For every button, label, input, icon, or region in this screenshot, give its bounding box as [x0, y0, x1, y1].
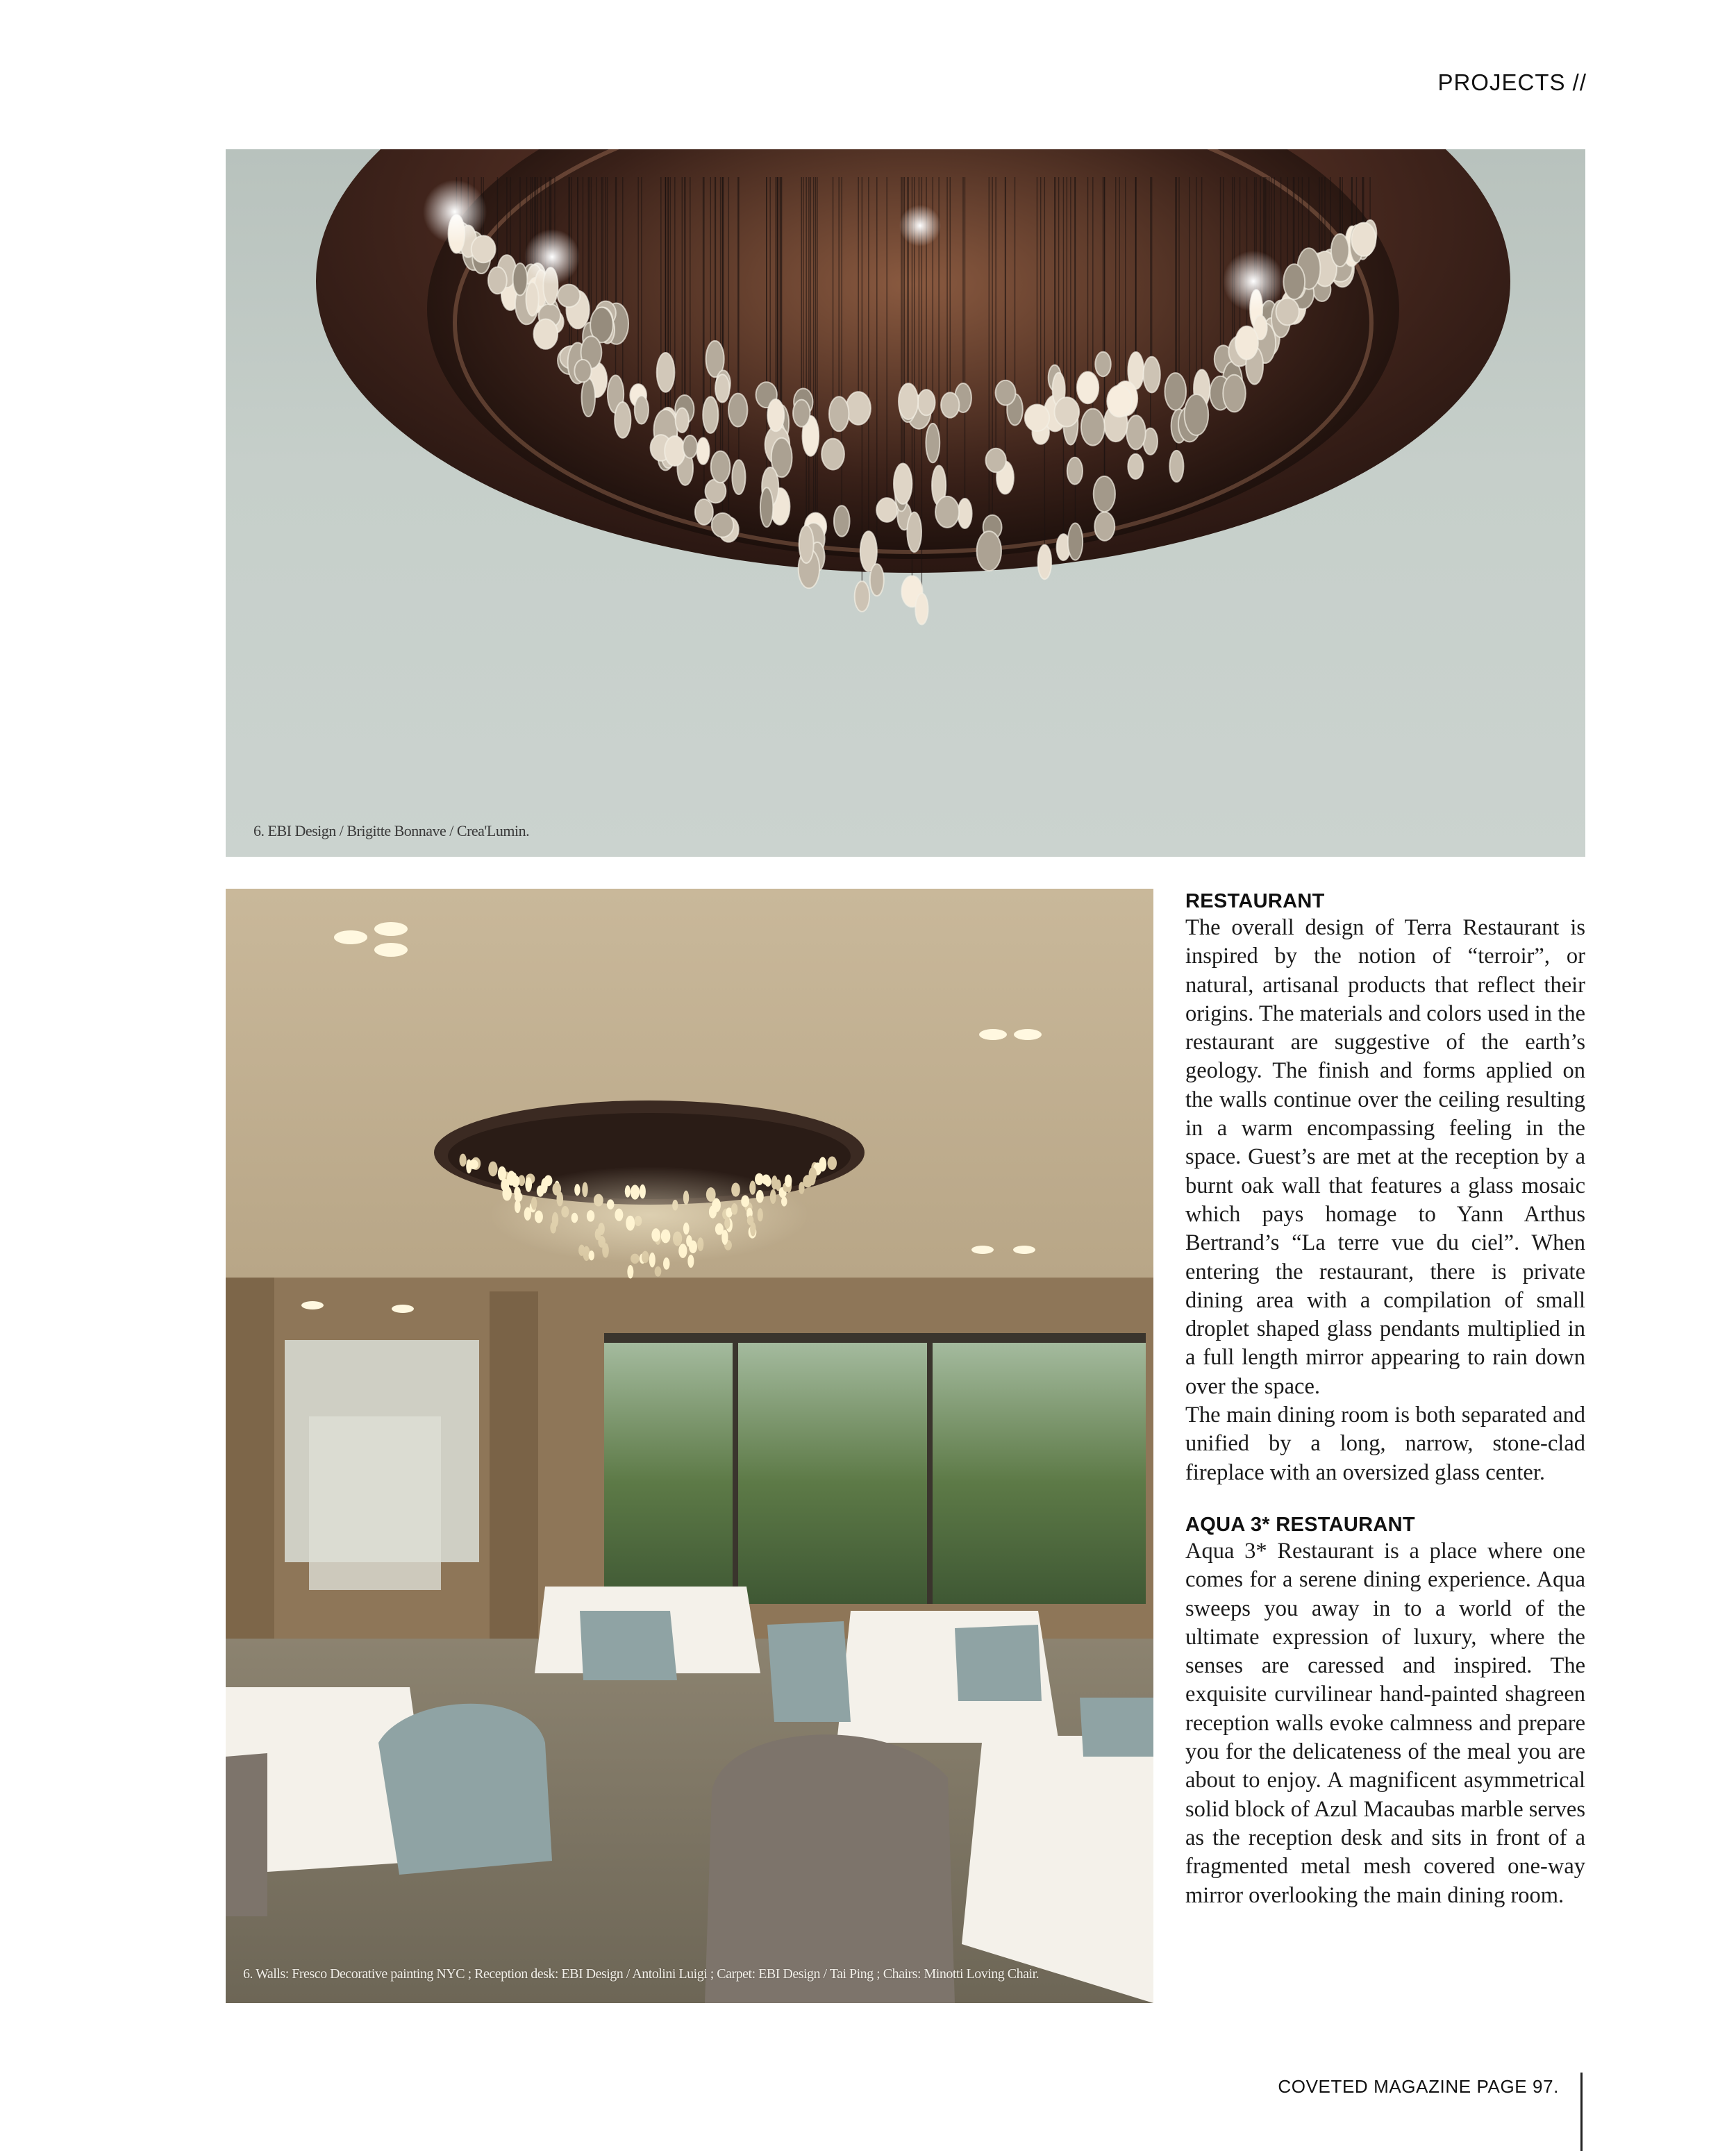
- dining-room-illustration: [226, 889, 1153, 2003]
- photo-caption: 6. Walls: Fresco Decorative painting NYC ; Reception desk: EBI Design / Antolini Luigi ; Carpet: EBI Design / Tai Ping ; Chairs: Minotti Loving Chair.: [243, 1966, 1040, 1982]
- article-text-column: [1185, 889, 1585, 1910]
- photo-caption: 6. EBI Design / Brigitte Bonnave / Crea'Lumin.: [253, 822, 530, 839]
- section-heading-restaurant: RESTAURANT: [1185, 890, 1325, 912]
- chandelier-illustration: [226, 149, 1585, 857]
- section-heading-aqua: AQUA 3* RESTAURANT: [1185, 1513, 1415, 1536]
- aqua-paragraph-1: Aqua 3* Restaurant is a place where one comes for a serene dining experience. Aqua sweeps you away in to a world of the ultimate expression of luxury, where the senses are caressed and inspired. The exquisite curvilinear hand-painted shagreen reception walls evoke calmness and prepare you for the delicateness of the meal you are about to enjoy. A magnificent asymmetrical solid block of Azul Macaubas marble serves as the reception desk and sits in front of a fragmented metal mesh covered one-way mirror overlooking the main dining room.: [1185, 1538, 1585, 1908]
- chandelier-photo: [226, 149, 1585, 857]
- page-number-label: COVETED MAGAZINE PAGE 97.: [1278, 2076, 1559, 2097]
- restaurant-paragraph-1: The overall design of Terra Restaurant is inspired by the notion of “terroir”, or natural, artisanal products that reflect their origins. The materials and colors used in the restaurant are suggestive of the earth’s geology. The finish and forms applied on the walls continue over the ceiling resulting in a warm encompassing feeling in the space. Guest’s are met at the reception by a burnt oak wall that features a glass mosaic which pays homage to Yann Arthus Bertrand’s “La terre vue du ciel”. When entering the restaurant, there is private dining area with a compilation of small droplet shaped glass pendants multiplied in a full length mirror appearing to rain down over the space.: [1185, 915, 1585, 1399]
- dining-room-photo: [226, 889, 1153, 2003]
- footer-divider: [1580, 2073, 1583, 2151]
- restaurant-paragraph-2: The main dining room is both separated and unified by a long, narrow, stone-clad fireplace with an oversized glass center.: [1185, 1403, 1585, 1485]
- section-label: PROJECTS //: [1437, 69, 1587, 95]
